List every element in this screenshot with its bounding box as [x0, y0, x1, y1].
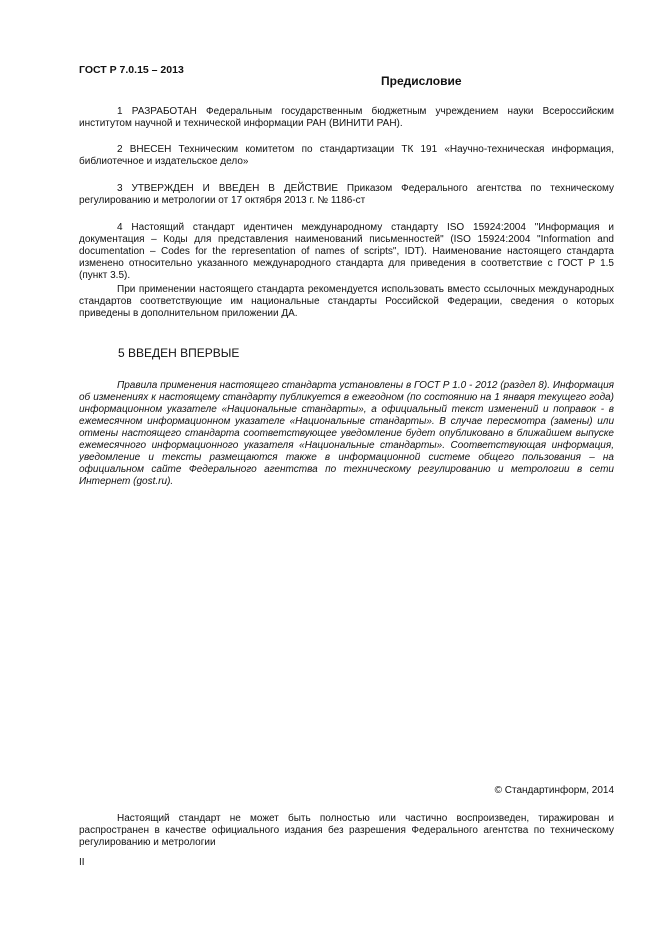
reproduction-notice: Настоящий стандарт не может быть полностью или частично воспроизведен, тиражирован и распространен в качестве официального издания без разрешения Федерального агентства по техническому регулированию и метрологии: [79, 813, 614, 848]
paragraph-references: При применении настоящего стандарта рекомендуется использовать вместо ссылочных международных стандартов соответствующие им национальные стандарты Российской Федерации, сведения о которых приведены в дополнительном приложении ДА.: [79, 284, 614, 319]
section-5-heading: 5 ВВЕДЕН ВПЕРВЫЕ: [118, 346, 240, 360]
paragraph-identical-standard: 4 Настоящий стандарт идентичен международному стандарту ISO 15924:2004 "Информация и документация – Коды для представления наименований письменностей" (ISO 15924:2004 "Information and documentation – Codes for the representation of names of scripts", IDT). Наименование настоящего стандарта изменено относительно указанного международного стандарта для приведения в соответствие с ГОСТ Р 1.5 (пункт 3.5).: [79, 222, 614, 281]
page-title: Предисловие: [381, 74, 462, 88]
application-rules-note: Правила применения настоящего стандарта установлены в ГОСТ Р 1.0 - 2012 (раздел 8). Информация об изменениях к настоящему стандарту публикуется в ежегодном (по состоянию на 1 января текущего года) информационном указателе «Национальные стандарты», а официальный текст изменений и поправок - в ежемесячном информационном указателе «Национальные стандарты». В случае пересмотра (замены) или отмены настоящего стандарта соответствующее уведомление будет опубликовано в ближайшем выпуске ежемесячного информационного указателя «Национальные стандарты». Соответствующая информация, уведомление и тексты размещаются также в информационной системе общего пользования – на официальном сайте Федерального агентства по техническому регулированию и метрологии в сети Интернет (gost.ru).: [79, 380, 614, 487]
page-number: II: [79, 857, 85, 868]
paragraph-approved: 3 УТВЕРЖДЕН И ВВЕДЕН В ДЕЙСТВИЕ Приказом Федерального агентства по техническому регулированию и метрологии от 17 октября 2013 г. № 1186-ст: [79, 183, 614, 206]
paragraph-developed-by: 1 РАЗРАБОТАН Федеральным государственным бюджетным учреждением науки Всероссийским институтом научной и технической информации РАН (ВИНИТИ РАН).: [79, 106, 614, 129]
document-code: ГОСТ Р 7.0.15 – 2013: [79, 64, 184, 76]
copyright-line: © Стандартинформ, 2014: [494, 785, 614, 796]
paragraph-introduced-by: 2 ВНЕСЕН Техническим комитетом по стандартизации ТК 191 «Научно-техническая информация, библиотечное и издательское дело»: [79, 144, 614, 167]
